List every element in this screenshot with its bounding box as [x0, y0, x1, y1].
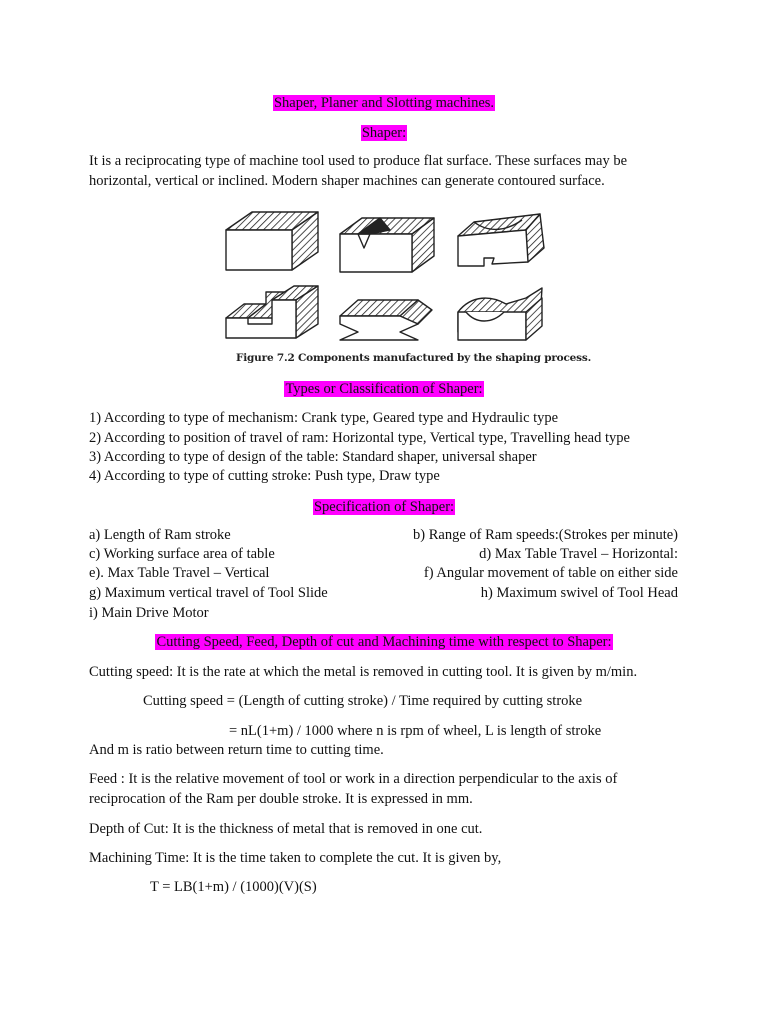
spec-heading: Specification of Shaper: [313, 499, 455, 515]
shaped-components-figure [222, 200, 552, 372]
spec-row-ab [89, 525, 678, 545]
spec-d: d) Max Table Travel – Horizontal: [479, 546, 678, 562]
block-dovetail-component [340, 218, 434, 272]
feed-line-1: Feed : It is the relative movement of tool or work in a direction perpendicular to the axis of [89, 771, 618, 787]
type-item-4: 4) According to type of cutting stroke: Push type, Draw type [89, 468, 440, 484]
machining-time-definition: Machining Time: It is the time taken to complete the cut. It is given by, [89, 850, 502, 866]
cutting-speed-formula: Cutting speed = (Length of cutting stroke) / Time required by cutting stroke [143, 693, 583, 709]
spec-c: c) Working surface area of table [89, 546, 275, 562]
document-title: Shaper, Planer and Slotting machines. [273, 95, 495, 111]
feed-line-2: reciprocation of the Ram per double stroke. It is expressed in mm. [89, 791, 473, 807]
spec-row-gh [89, 583, 678, 603]
type-item-2: 2) According to position of travel of ram: Horizontal type, Vertical type, Travelling head type [89, 430, 630, 446]
spec-e: e). Max Table Travel – Vertical [89, 565, 270, 581]
title-line [0, 94, 768, 112]
shaper-heading-line [0, 124, 768, 142]
block-contoured-component [458, 288, 542, 340]
type-item-1: 1) According to type of mechanism: Crank type, Geared type and Hydraulic type [89, 410, 559, 426]
depth-of-cut-definition: Depth of Cut: It is the thickness of metal that is removed in one cut. [89, 821, 483, 837]
block-flat-component [226, 212, 318, 270]
intro-line-2: horizontal, vertical or inclined. Modern shaper machines can generate contoured surface. [89, 173, 605, 189]
machining-time-formula: T = LB(1+m) / (1000)(V)(S) [150, 879, 317, 895]
cutting-heading: Cutting Speed, Feed, Depth of cut and Machining time with respect to Shaper: [156, 634, 612, 650]
cutting-speed-formula-2: = nL(1+m) / 1000 where n is rpm of wheel, L is length of stroke [229, 723, 602, 739]
spec-b: b) Range of Ram speeds:(Strokes per minute) [413, 527, 678, 543]
spec-i: i) Main Drive Motor [89, 605, 209, 621]
spec-h: h) Maximum swivel of Tool Head [480, 585, 678, 601]
shaper-heading: Shaper: [361, 125, 407, 141]
type-item-3: 3) According to type of design of the table: Standard shaper, universal shaper [89, 449, 537, 465]
figure-caption: Figure 7.2 Components manufactured by the shaping process. [236, 352, 592, 364]
spec-row-ef [89, 563, 678, 583]
spec-f: f) Angular movement of table on either side [423, 565, 678, 581]
spec-g: g) Maximum vertical travel of Tool Slide [89, 585, 328, 601]
spec-heading-line [0, 498, 768, 516]
types-heading: Types or Classification of Shaper: [285, 381, 483, 397]
types-heading-line [0, 380, 768, 398]
cutting-speed-definition: Cutting speed: It is the rate at which the metal is removed in cutting tool. It is given by m/min. [89, 664, 638, 680]
cutting-heading-line [0, 633, 768, 651]
block-tslot-component [458, 214, 544, 266]
spec-row-cd [89, 544, 678, 564]
intro-line-1: It is a reciprocating type of machine tool used to produce flat surface. These surfaces may be [89, 153, 628, 169]
cutting-speed-note: And m is ratio between return time to cutting time. [89, 742, 384, 758]
block-vgroove-component [340, 300, 432, 340]
spec-a: a) Length of Ram stroke [89, 527, 231, 543]
block-stepped-component [226, 286, 318, 338]
